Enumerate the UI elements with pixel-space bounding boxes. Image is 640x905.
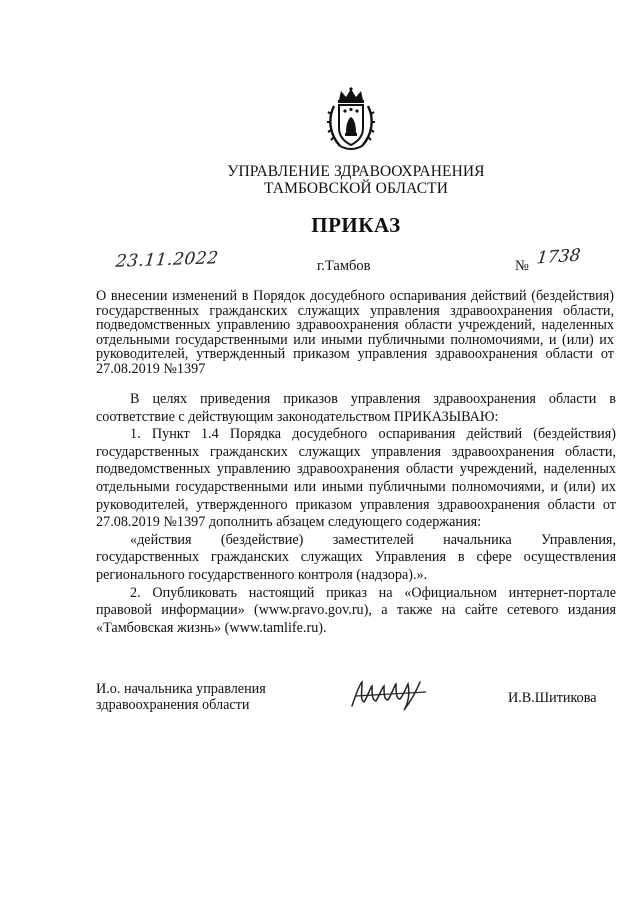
quoted-addition-paragraph: «действия (бездействие) заместителей начальника Управления, государственных гражданских служащих Управления в сфере осуществления регионального государственного контроля (надзора).».: [96, 531, 616, 583]
clause-1-paragraph: 1. Пункт 1.4 Порядка досудебного оспаривания действий (бездействия) государственных гражданских служащих управления здравоохранения области, подведомственных управлению здравоохранения области учреждений, наделенных отдельными государственными или иными публичными полномочиями, и (или) их руководителей, утвержденного приказом управления здравоохранения области от 27.08.2019 №1397 дополнить абзацем следующего содержания:: [96, 426, 616, 531]
city-label: г.Тамбов: [317, 258, 371, 274]
signatory-position-line1: И.о. начальника управления: [96, 681, 266, 697]
handwritten-number: 1738: [535, 245, 582, 269]
preamble-paragraph: В целях приведения приказов управления здравоохранения области в соответствие с действующим законодательством ПРИКАЗЫВАЮ:: [96, 391, 616, 425]
number-label: №: [515, 258, 529, 274]
signatory-position-line2: здравоохранения области: [96, 696, 250, 713]
order-body: [96, 391, 616, 637]
document-title: ПРИКАЗ: [311, 213, 401, 237]
signatory-position: [96, 682, 266, 713]
clause-2-paragraph: 2. Опубликовать настоящий приказ на «Официальном интернет-портале правовой информации» (www.pravo.gov.ru), а также на сайте сетевого издания «Тамбовская жизнь» (www.tamlife.ru).: [96, 584, 616, 636]
agency-name-line2: ТАМБОВСКОЙ ОБЛАСТИ: [264, 180, 448, 197]
order-subject: О внесении изменений в Порядок досудебного оспаривания действий (бездействия) государственных гражданских служащих управления здравоохранения области, подведомственных управлению здравоохранения области учреждений, наделенных отдельными государственными или иными публичными полномочиями, и (или) их руководителей, утвержденный приказом управления здравоохранения области от 27.08.2019 №1397: [96, 288, 614, 377]
handwritten-date: 23.11.2022: [114, 248, 220, 272]
agency-name-line1: УПРАВЛЕНИЕ ЗДРАВООХРАНЕНИЯ: [227, 163, 485, 180]
handwritten-signature-icon: [346, 674, 436, 714]
signatory-name: И.В.Шитикова: [508, 690, 597, 706]
tambov-coat-of-arms-icon: [326, 86, 376, 152]
